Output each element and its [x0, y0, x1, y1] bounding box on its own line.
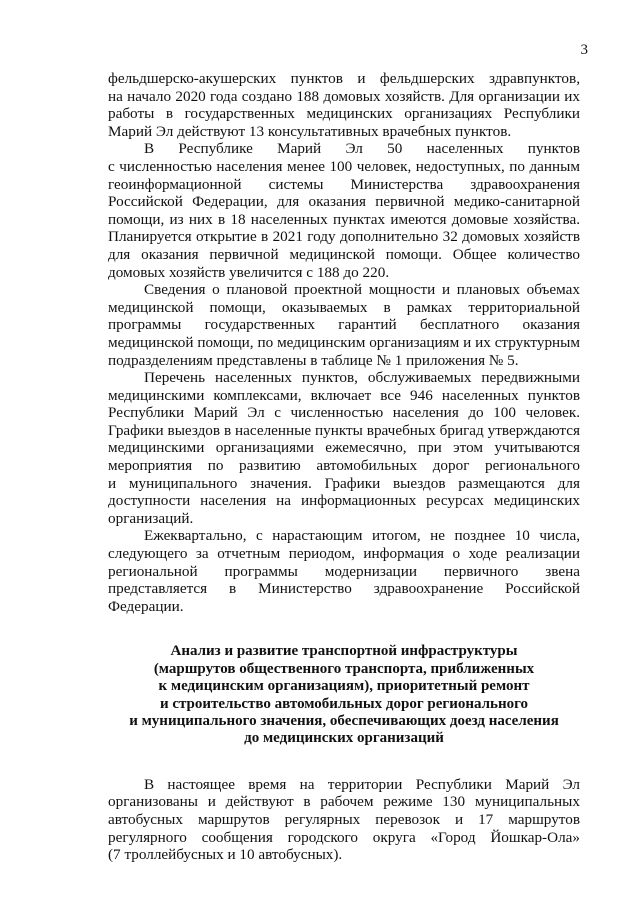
text-line: домовых хозяйств увеличится с 188 до 220. [108, 263, 390, 281]
paragraph-domestic-households [108, 70, 580, 140]
text-line: автобусных маршрутов регулярных перевозок и 17 маршрутов [108, 810, 580, 828]
text-line: медицинскими комплексами, включает все 946 населенных пунктов [108, 386, 580, 404]
text-line: медицинской помощи, по медицинским организациям и их структурным [108, 333, 580, 351]
text-line: Сведения о плановой проектной мощности и плановых объемах [144, 281, 580, 299]
text-line: для оказания первичной медицинской помощи. Общее количество [108, 245, 580, 263]
text-line: Графики выездов в населенные пункты врачебных бригад утверждаются [108, 421, 580, 439]
text-line: региональной программы модернизации первичного звена [108, 562, 580, 580]
text-line: геоинформационной системы Министерства здравоохранения [108, 175, 580, 193]
text-line: с численностью населения менее 100 человек, недоступных, по данным [108, 157, 580, 175]
text-line: (7 троллейбусных и 10 автобусных). [108, 846, 343, 864]
heading-line: и строительство автомобильных дорог регионального [159, 695, 529, 712]
heading-line: и муниципального значения, обеспечивающих доезд населения [129, 712, 559, 729]
paragraph-mobile-complexes [108, 369, 580, 527]
text-line: Планируется открытие в 2021 году дополнительно 32 домовых хозяйств [108, 228, 580, 246]
text-line: и муниципального значения. Графики выездов размещаются для [108, 474, 580, 492]
text-line: медицинской помощи, оказываемых в рамках территориальной [108, 298, 580, 316]
text-line: Марий Эл действуют 13 консультативных врачебных пунктов. [108, 122, 512, 140]
text-line: Перечень населенных пунктов, обслуживаемых передвижными [144, 369, 580, 387]
paragraph-settlements [108, 140, 580, 281]
section-heading [108, 643, 580, 747]
text-line: организаций. [108, 509, 194, 527]
text-line: регулярного сообщения городского округа «Город Йошкар-Ола» [108, 828, 580, 846]
text-line: медицинскими организациями ежемесячно, при этом учитываются [108, 439, 580, 457]
text-line: В Республике Марий Эл 50 населенных пунктов [144, 140, 580, 158]
text-line: доступности населения на информационных ресурсах медицинских [108, 492, 580, 510]
paragraph-capacity [108, 281, 580, 369]
heading-line: Анализ и развитие транспортной инфраструктуры [170, 643, 518, 660]
text-line: организованы и действуют в рабочем режиме 130 муниципальных [108, 793, 580, 811]
text-line: подразделениям представлены в таблице № 1 приложения № 5. [108, 351, 519, 369]
text-line: помощи, из них в 18 населенных пунктах имеются домовые хозяйства. [108, 210, 580, 228]
text-line: представляется в Министерство здравоохранение Российской [108, 580, 580, 598]
heading-line: к медицинским организациям), приоритетный ремонт [158, 678, 530, 695]
heading-line: до медицинских организаций [244, 730, 444, 747]
text-line: Республики Марий Эл с численностью населения до 100 человек. [108, 404, 580, 422]
text-line: Федерации. [108, 597, 184, 615]
text-line: на начало 2020 года создано 188 домовых хозяйств. Для организации их [108, 87, 580, 105]
text-line: следующего за отчетным периодом, информация о ходе реализации [108, 545, 580, 563]
heading-line: (маршрутов общественного транспорта, приближенных [153, 660, 535, 677]
text-line: программы государственных гарантий бесплатного оказания [108, 316, 580, 334]
text-line: работы в государственных медицинских организациях Республики [108, 105, 580, 123]
text-line: Ежеквартально, с нарастающим итогом, не позднее 10 числа, [144, 527, 580, 545]
text-line: В настоящее время на территории Республики Марий Эл [144, 775, 580, 793]
page-number: 3 [580, 42, 588, 58]
text-line: Российской Федерации, для оказания первичной медико-санитарной [108, 193, 580, 211]
paragraph-transport-routes [108, 776, 580, 864]
text-line: мероприятия по развитию автомобильных дорог регионального [108, 457, 580, 475]
text-line: фельдшерско-акушерских пунктов и фельдшерских здравпунктов, [108, 70, 580, 87]
paragraph-quarterly-report [108, 527, 580, 615]
document-body [108, 70, 580, 864]
